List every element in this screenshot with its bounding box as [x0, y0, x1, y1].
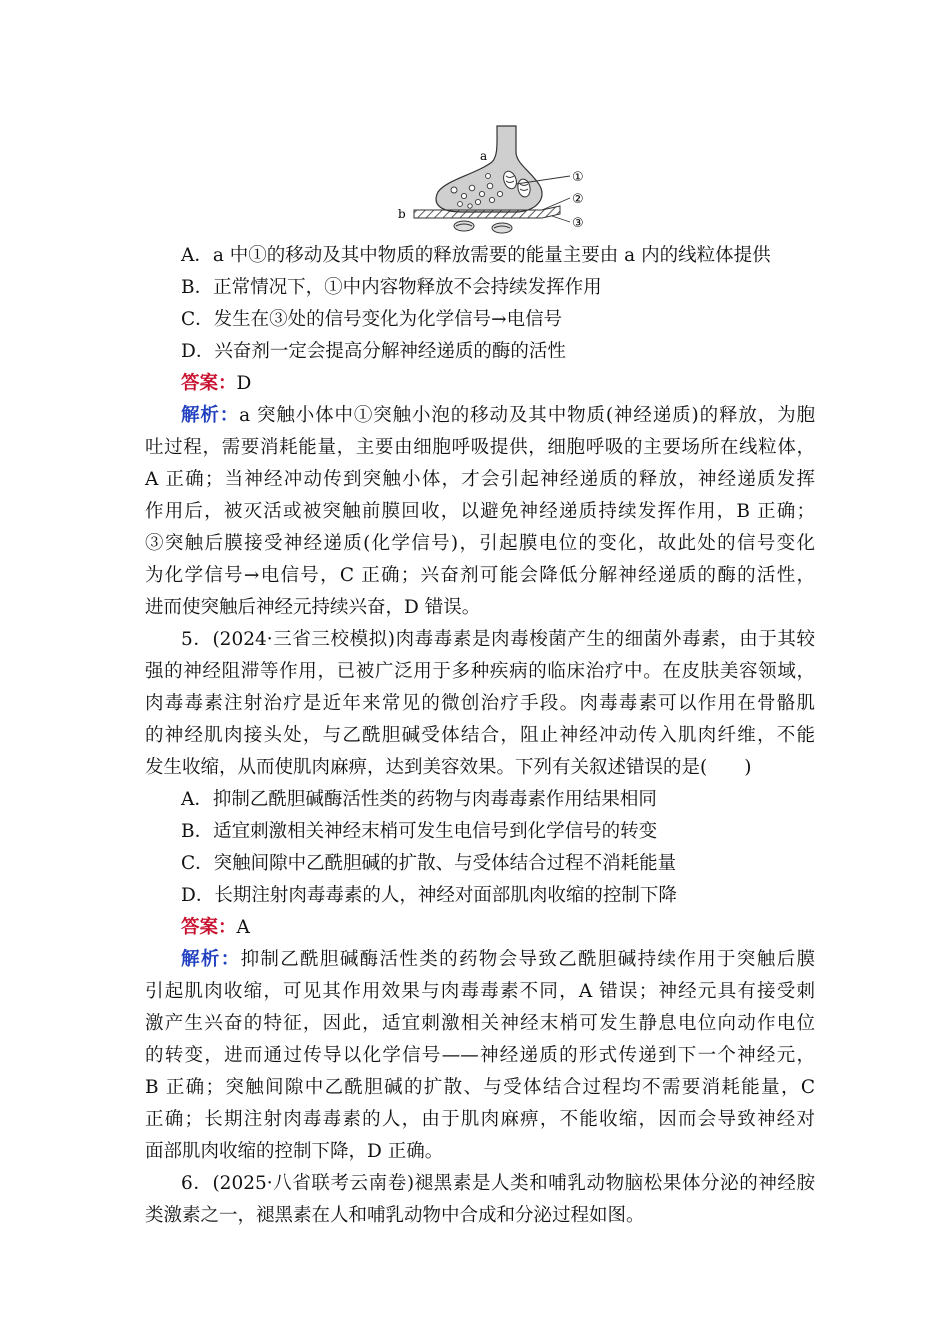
synaptic-knob: [436, 126, 542, 212]
q5-option-b: B．适宜刺激相关神经末梢可发生电信号到化学信号的转变: [181, 821, 658, 842]
q4-explanation-line: A 正确；当神经冲动传到突触小体，才会引起神经递质的释放，神经递质发挥: [145, 469, 815, 490]
figure-label-3: ③: [572, 216, 584, 231]
explanation-label: 解析：: [181, 405, 240, 426]
figure-label-2: ②: [572, 192, 584, 207]
explanation-text: 抑制乙酰胆碱酶活性类的药物会导致乙酰胆碱持续作用于突触后膜: [240, 949, 815, 970]
q5-stem-line: 肉毒毒素注射治疗是近年来常见的微创治疗手段。肉毒毒素可以作用在骨骼肌: [145, 693, 815, 714]
explanation-text: a 突触小体中①突触小泡的移动及其中物质(神经递质)的释放，为胞: [239, 405, 815, 426]
q5-answer: [181, 916, 815, 940]
q5-option-c: C．突触间隙中乙酰胆碱的扩散、与受体结合过程不消耗能量: [181, 853, 677, 874]
figure-label-1: ①: [572, 170, 584, 185]
figure-label-a: a: [480, 149, 488, 163]
q6-stem-line: 类激素之一，褪黑素在人和哺乳动物中合成和分泌过程如图。: [145, 1205, 645, 1226]
q4-answer: [181, 372, 815, 396]
q5-explanation-line: 正确；长期注射肉毒毒素的人，由于肌肉麻痹，不能收缩，因而会导致神经对: [145, 1109, 815, 1130]
q5-stem-line: 的神经肌肉接头处，与乙酰胆碱受体结合，阻止神经冲动传入肌肉纤维，不能: [145, 725, 815, 746]
q4-option-a: A．a 中①的移动及其中物质的释放需要的能量主要由 a 内的线粒体提供: [181, 245, 771, 266]
answer-label: 答案：: [181, 373, 237, 394]
q4-explanation-line: 作用后，被灭活或被突触前膜回收，以避免神经递质持续发挥作用，B 正确；: [145, 501, 815, 522]
q4-explanation-line: 吐过程，需要消耗能量，主要由细胞呼吸提供，细胞呼吸的主要场所在线粒体，: [145, 437, 815, 458]
explanation-label: 解析：: [181, 949, 241, 970]
q4-explanation-line: 进而使突触后神经元持续兴奋，D 错误。: [145, 597, 481, 618]
q5-explanation-line: 引起肌肉收缩，可见其作用效果与肉毒毒素不同，A 错误；神经元具有接受刺: [145, 981, 815, 1002]
q5-explanation-line: 面部肌肉收缩的控制下降，D 正确。: [145, 1141, 444, 1162]
q4-option-d: D．兴奋剂一定会提高分解神经递质的酶的活性: [181, 341, 566, 362]
answer-value: D: [236, 373, 252, 394]
q5-explanation-line: 的转变，进而通过传导以化学信号——神经递质的形式传递到下一个神经元，: [145, 1045, 815, 1066]
q5-explanation-line: B 正确；突触间隙中乙酰胆碱的扩散、与受体结合过程均不需要消耗能量，C: [145, 1077, 815, 1098]
q5-stem-line: 强的神经阻滞等作用，已被广泛用于多种疾病的临床治疗中。在皮肤美容领域，: [145, 661, 815, 682]
q5-stem-line: 发生收缩，从而使肌肉麻痹，达到美容效果。下列有关叙述错误的是( ): [145, 757, 752, 778]
q4-explanation-line: ③突触后膜接受神经递质(化学信号)，引起膜电位的变化，故此处的信号变化: [145, 533, 815, 554]
q4-explanation-line: 为化学信号→电信号，C 正确；兴奋剂可能会降低分解神经递质的酶的活性，: [145, 565, 815, 586]
q5-option-d: D．长期注射肉毒毒素的人，神经对面部肌肉收缩的控制下降: [181, 885, 677, 906]
answer-label: 答案：: [181, 917, 237, 938]
q4-option-c: C．发生在③处的信号变化为化学信号→电信号: [181, 309, 563, 330]
synapse-diagram: [392, 124, 592, 236]
answer-value: A: [236, 917, 250, 938]
receptor-structures: [454, 221, 512, 233]
q4-option-b: B．正常情况下，①中内容物释放不会持续发挥作用: [181, 277, 602, 298]
q5-explanation-line: [181, 948, 815, 972]
figure-label-b: b: [398, 207, 406, 221]
q6-stem-line: 6．(2025·八省联考云南卷)褪黑素是人类和哺乳动物脑松果体分泌的神经胺: [181, 1173, 815, 1194]
q5-stem-line: 5．(2024·三省三校模拟)肉毒毒素是肉毒梭菌产生的细菌外毒素，由于其较: [181, 629, 815, 650]
q5-explanation-line: 激产生兴奋的特征，因此，适宜刺激相关神经末梢可发生静息电位向动作电位: [145, 1013, 815, 1034]
q5-option-a: A．抑制乙酰胆碱酶活性类的药物与肉毒毒素作用结果相同: [181, 789, 657, 810]
q4-explanation-line: [181, 404, 815, 428]
